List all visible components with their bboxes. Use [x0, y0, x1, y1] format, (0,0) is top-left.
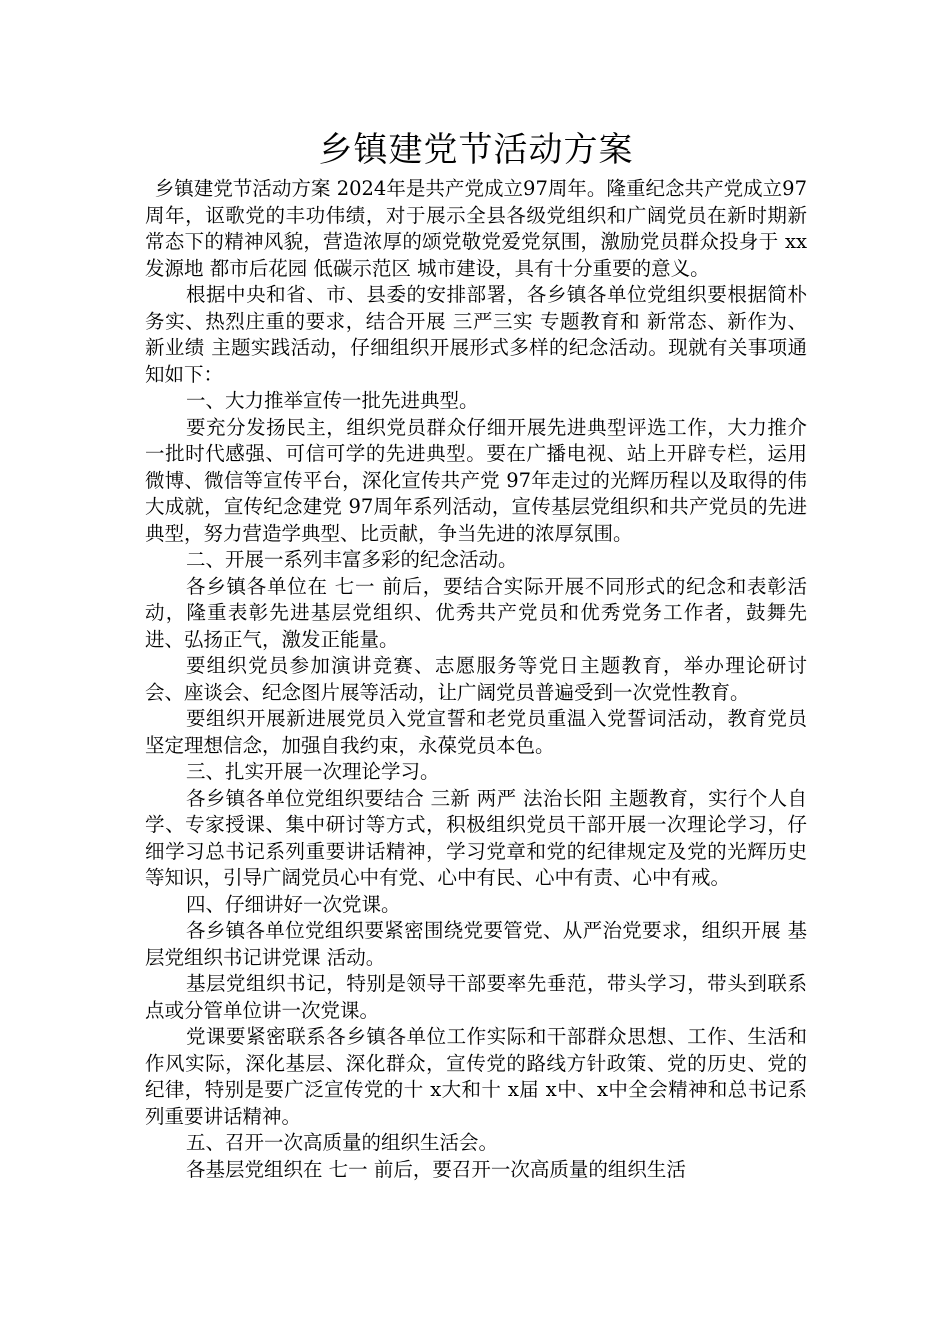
document-page	[145, 128, 807, 1183]
body-paragraph: 各乡镇各单位党组织要结合 三新 两严 法治长阳 主题教育，实行个人自学、专家授课、集中研讨等方式，积极组织党员干部开展一次理论学习，仔细学习总书记系列重要讲话精神，学习党章和党的纪律规定及党的光辉历史等知识，引导广阔党员心中有党、心中有民、心中有责、心中有戒。	[145, 786, 807, 889]
body-paragraph: 各基层党组织在 七一 前后，要召开一次高质量的组织生活	[185, 1157, 686, 1181]
intro-paragraph: 乡镇建党节活动方案 2024年是共产党成立97周年。隆重纪念共产党成立97周年，讴歌党的丰功伟绩，对于展示全县各级党组织和广阔党员在新时期新常态下的精神风貌，营造浓厚的颂党敬党爱党氛围，激励党员群众投身于 xx发源地 都市后花园 低碳示范区 城市建设，具有十分重要的意义。	[145, 177, 807, 280]
section-heading-4: 四、仔细讲好一次党课。	[185, 892, 401, 916]
document-title: 乡镇建党节活动方案	[318, 130, 634, 170]
section-heading-5: 五、召开一次高质量的组织生活会。	[185, 1131, 498, 1154]
body-paragraph: 基层党组织书记，特别是领导干部要率先垂范，带头学习，带头到联系点或分管单位讲一次党课。	[145, 972, 807, 1022]
section-heading-3: 三、扎实开展一次理论学习。	[185, 760, 440, 783]
section-heading-2: 二、开展一系列丰富多彩的纪念活动。	[185, 548, 518, 571]
body-paragraph: 党课要紧密联系各乡镇各单位工作实际和干部群众思想、工作、生活和作风实际，深化基层、深化群众，宣传党的路线方针政策、党的历史、党的纪律，特别是要广泛宣传党的十 x大和十 x届 x中、x中全会精神和总书记系列重要讲话精神。	[145, 1025, 807, 1128]
section-heading-1: 一、大力推举宣传一批先进典型。	[185, 389, 479, 412]
body-paragraph: 要组织党员参加演讲竞赛、志愿服务等党日主题教育，举办理论研讨会、座谈会、纪念图片展等活动，让广阔党员普遍受到一次党性教育。	[145, 654, 807, 704]
body-paragraph: 根据中央和省、市、县委的安排部署，各乡镇各单位党组织要根据简朴务实、热烈庄重的要求，结合开展 三严三实 专题教育和 新常态、新作为、新业绩 主题实践活动，仔细组织开展形式多样的纪念活动。现就有关事项通知如下：	[145, 283, 807, 386]
body-paragraph: 要组织开展新进展党员入党宣誓和老党员重温入党誓词活动，教育党员坚定理想信念，加强自我约束，永葆党员本色。	[145, 707, 807, 757]
body-paragraph: 各乡镇各单位党组织要紧密围绕党要管党、从严治党要求，组织开展 基层党组织书记讲党课 活动。	[145, 919, 807, 969]
body-paragraph: 各乡镇各单位在 七一 前后，要结合实际开展不同形式的纪念和表彰活动，隆重表彰先进基层党组织、优秀共产党员和优秀党务工作者，鼓舞先进、弘扬正气，激发正能量。	[145, 574, 807, 651]
body-paragraph: 要充分发扬民主，组织党员群众仔细开展先进典型评选工作，大力推介一批时代感强、可信可学的先进典型。要在广播电视、站上开辟专栏，运用微博、微信等宣传平台，深化宣传共产党 97年走过的光辉历程以及取得的伟大成就，宣传纪念建党 97周年系列活动，宣传基层党组织和共产党员的先进典型，努力营造学典型、比贡献，争当先进的浓厚氛围。	[145, 415, 807, 545]
